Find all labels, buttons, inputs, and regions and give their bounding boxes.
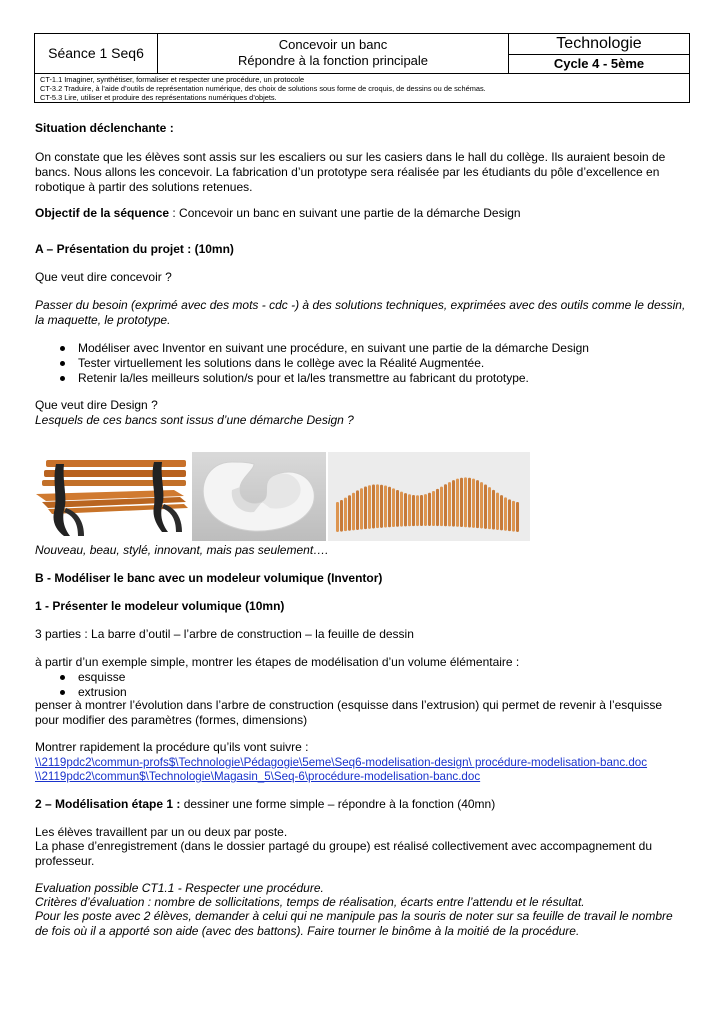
design-caption: Nouveau, beau, stylé, innovant, mais pas seulement…. [35, 543, 329, 557]
title-cell [158, 34, 509, 74]
evaluation-criteria: Critères d’évaluation : nombre de sollicitations, temps de réalisation, écarts entre l’attendu et le résultat. [35, 895, 585, 909]
bullet-dot [60, 690, 65, 695]
design-question-2: Lesquels de ces bancs sont issus d’une démarche Design ? [35, 413, 354, 427]
competences-list [40, 75, 486, 102]
objectif-text: : Concevoir un banc en suivant une partie de la démarche Design [169, 206, 521, 220]
objectif-label: Objectif de la séquence [35, 206, 170, 220]
subject-label: Technologie [509, 34, 689, 55]
situation-text: On constate que les élèves sont assis sur les escaliers ou sur les casiers dans le hall du collège. Ils auraient besoin de bancs. Nous allons les concevoir. La fabrication d’un prototype sera réalisée par les étudiants du pôle d’excellence en robotique à partir des solutions retenues. [35, 150, 666, 194]
bullet-dot [60, 675, 65, 680]
tree-note: penser à montrer l’évolution dans l’arbre de construction (esquisse dans l’extrusion) qui permet de revenir à l’esquisse pour modifier des paramètres (formes, dimensions) [35, 698, 662, 727]
design-question: Que veut dire Design ? [35, 398, 158, 412]
bullet-item: esquisse [78, 670, 126, 684]
design-bench-image [328, 452, 530, 541]
bullet-dot [60, 376, 65, 381]
classic-bench-image [34, 452, 190, 541]
step1-paragraph [35, 797, 687, 812]
procedure-link-2[interactable] [35, 769, 687, 784]
section-a-heading: A – Présentation du projet : (10mn) [35, 242, 234, 256]
cycle-label: Cycle 4 - 5ème [553, 56, 645, 71]
subject-cell [509, 34, 689, 74]
evaluation-title: Evaluation possible CT1.1 - Respecter une procédure. [35, 881, 324, 895]
procedure-link-1[interactable] [35, 755, 687, 770]
parts-text: 3 parties : La barre d’outil – l’arbre de construction – la feuille de dessin [35, 627, 414, 641]
title-line-1: Concevoir un banc [278, 37, 388, 52]
competence-item: CT-3.2 Traduire, à l’aide d’outils de représentation numérique, des choix de solutions sous forme de croquis, de dessins ou de schémas. [40, 84, 486, 93]
evaluation-note: Pour les poste avec 2 élèves, demander à celui qui ne manipule pas la souris de noter sur sa feuille de travail le nombre de fois où il a apporté son aide (avec des battons). Faire tourner le binôme à la moitié de la procédure. [35, 909, 673, 938]
bullet-item: Tester virtuellement les solutions dans le collège avec la Réalité Augmentée. [78, 356, 485, 370]
work-text-2: La phase d’enregistrement (dans le dossier partagé du groupe) est réalisé collectivement avec accompagnement du professeur. [35, 839, 653, 868]
example-intro: à partir d’un exemple simple, montrer les étapes de modélisation d’un volume élémentaire : [35, 655, 520, 669]
step1-text: dessiner une forme simple – répondre à la fonction (40mn) [180, 797, 496, 811]
title-line-2: Répondre à la fonction principale [237, 53, 429, 68]
procedure-link-2-text[interactable]: \\2119pdc2\commun$\Technologie\Magasin_5\Seq-6\procédure-modelisation-banc.doc [35, 770, 481, 783]
situation-heading: Situation déclenchante : [35, 121, 174, 135]
concevoir-answer: Passer du besoin (exprimé avec des mots - cdc -) à des solutions techniques, exprimées avec des outils comme le dessin, la maquette, le prototype. [35, 298, 686, 327]
objectif-paragraph [35, 206, 687, 221]
bullet-item: Modéliser avec Inventor en suivant une procédure, en suivant une partie de la démarche Design [78, 341, 589, 355]
concevoir-question: Que veut dire concevoir ? [35, 270, 172, 284]
header-table [34, 33, 690, 103]
session-cell: Séance 1 Seq6 [35, 34, 158, 74]
work-text-1: Les élèves travaillent par un ou deux par poste. [35, 825, 288, 839]
bullet-item: Retenir la/les meilleurs solution/s pour et la/les transmettre au fabricant du prototype. [78, 371, 529, 385]
competence-item: CT-1.1 Imaginer, synthétiser, formaliser et respecter une procédure, un protocole [40, 75, 305, 84]
bullet-dot [60, 361, 65, 366]
modern-bench-image [192, 452, 326, 541]
section-b1-heading: 1 - Présenter le modeleur volumique (10mn) [35, 599, 285, 613]
bullet-dot [60, 346, 65, 351]
procedure-link-1-text[interactable]: \\2119pdc2\commun-profs$\Technologie\Pédagogie\5eme\Seq6-modelisation-design\ procédure-modelisation-banc.doc [35, 756, 648, 769]
bullet-item: extrusion [78, 685, 127, 699]
procedure-intro: Montrer rapidement la procédure qu’ils vont suivre : [35, 740, 309, 754]
section-b-heading: B - Modéliser le banc avec un modeleur volumique (Inventor) [35, 571, 383, 585]
competence-item: CT-5.3 Lire, utiliser et produire des représentations numériques d’objets. [40, 93, 277, 102]
step1-label: 2 – Modélisation étape 1 : [35, 797, 181, 811]
